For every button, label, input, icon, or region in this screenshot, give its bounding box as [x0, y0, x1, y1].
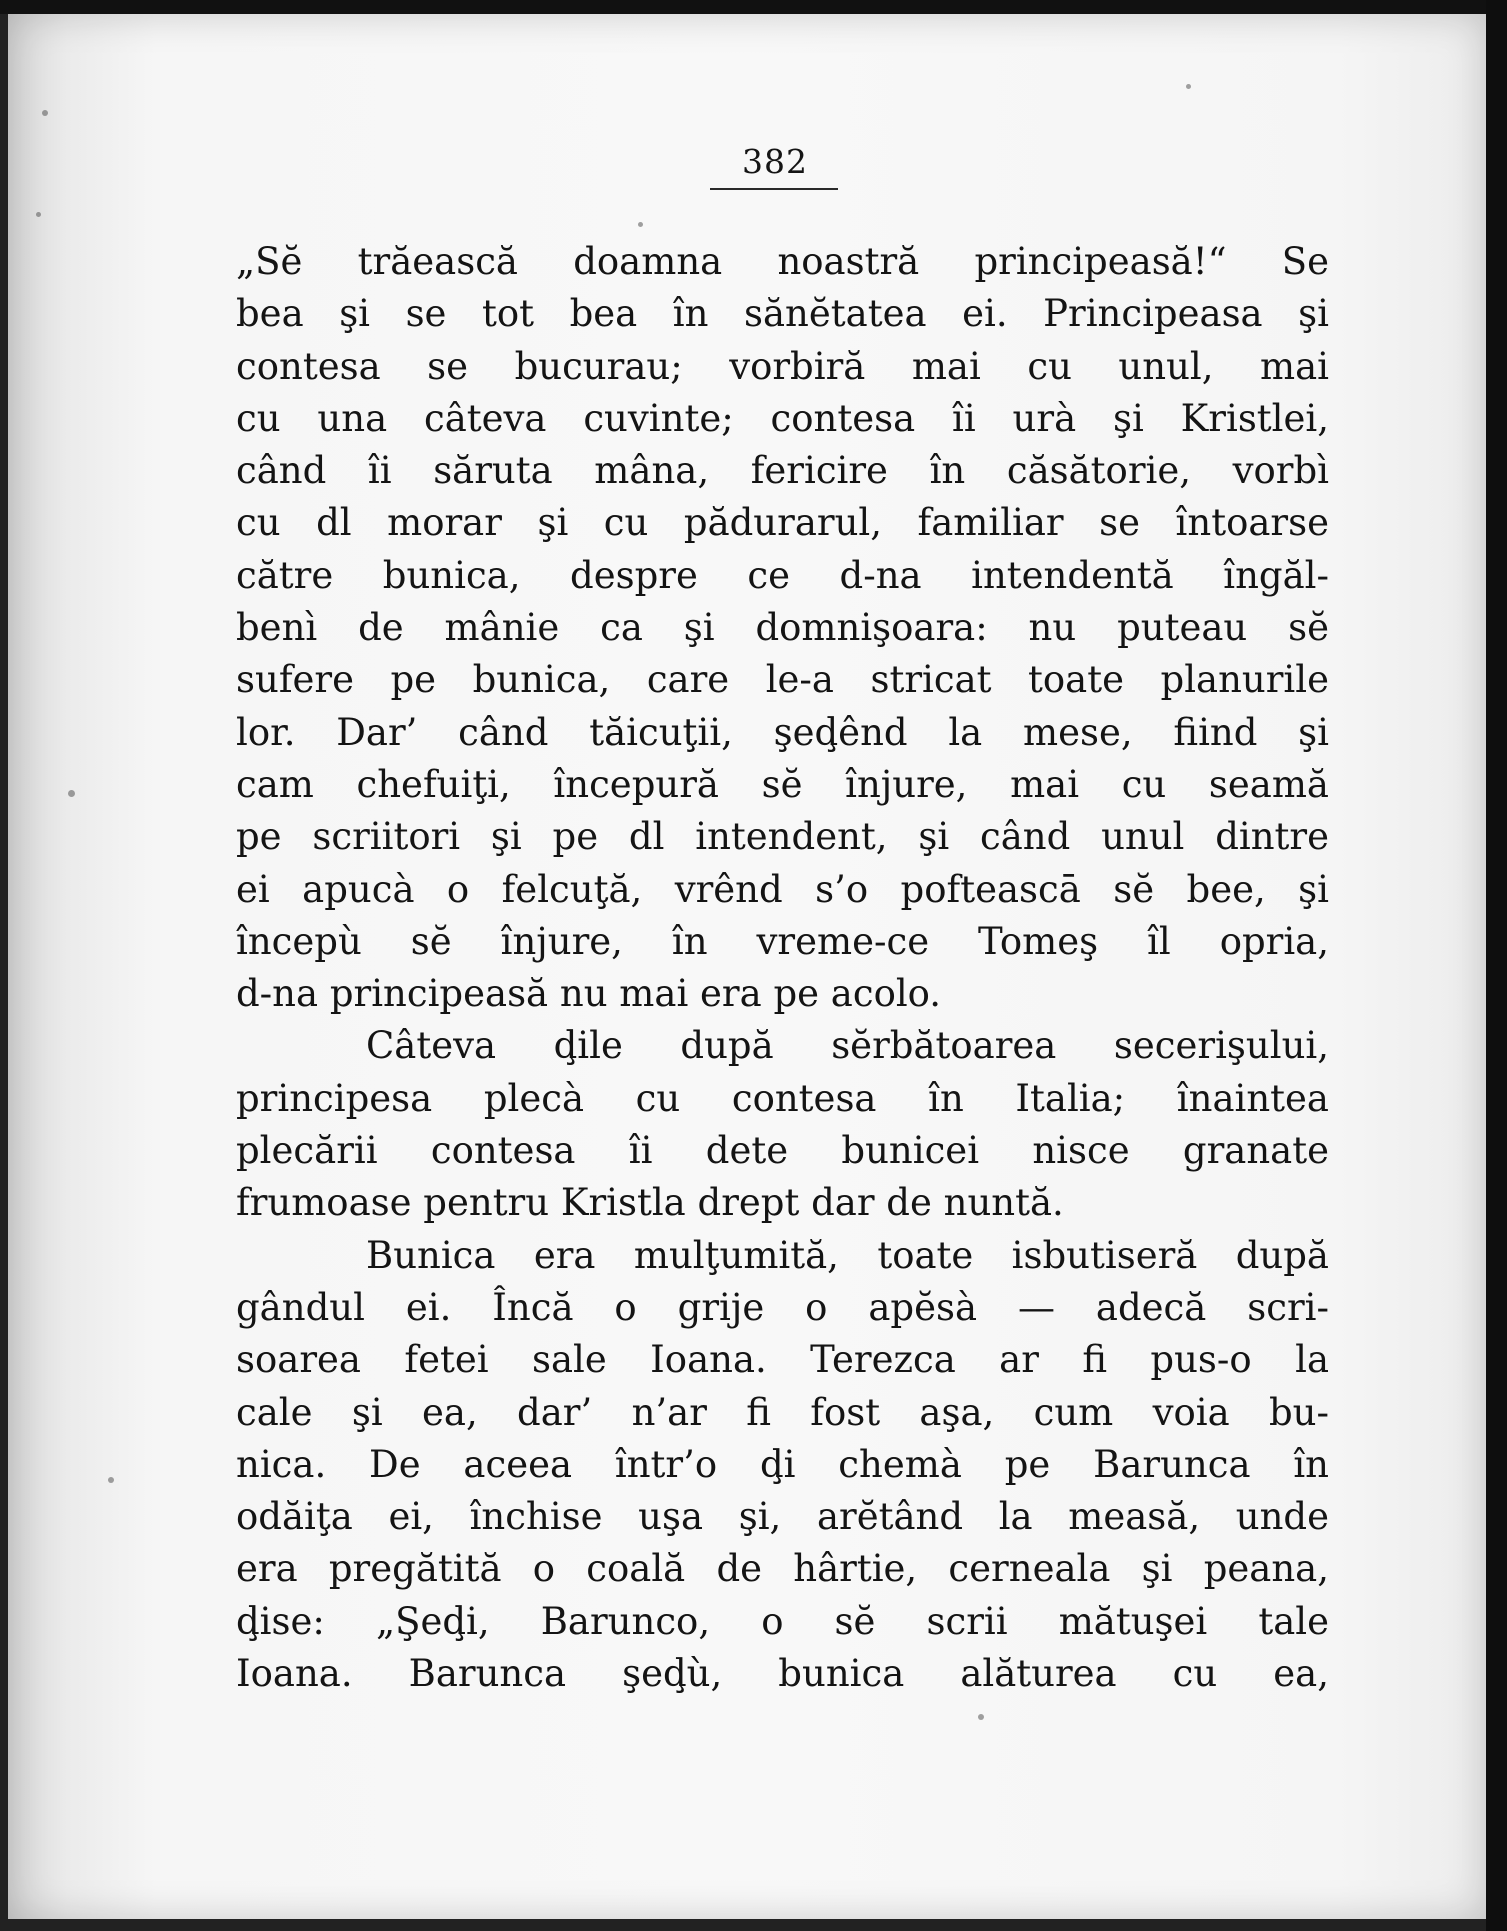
text-line: gândul ei. Încă o grije o apĕsà — adecă scri- — [236, 1285, 1329, 1329]
text-line: plecării contesa îi dete bunicei nisce granate — [236, 1129, 1329, 1173]
text-line: „Sĕ trăească doamna noastră principeasă!“ Se — [236, 240, 1329, 283]
text-line: d-na principeasă nu mai era pe acolo. — [236, 972, 942, 1016]
text-line: începù sĕ înjure, în vreme-ce Tomeş îl opria, — [236, 919, 1329, 963]
paper-speck — [1186, 84, 1191, 89]
paragraph — [236, 236, 1329, 1020]
text-line: nica. De aceea într’o ḑi chemà pe Barunca în — [236, 1442, 1329, 1486]
text-line: contesa se bucurau; vorbiră mai cu unul, mai — [236, 344, 1329, 388]
text-line: când îi săruta mâna, fericire în căsătorie, vorbì — [236, 449, 1329, 493]
paper-speck — [68, 790, 75, 797]
paragraph — [236, 1020, 1329, 1229]
text-line: soarea fetei sale Ioana. Terezca ar fi pus-o la — [236, 1338, 1329, 1382]
paper-speck — [36, 212, 41, 217]
text-line: cale şi ea, dar’ n’ar fi fost aşa, cum voia bu- — [236, 1390, 1329, 1434]
text-line: ei apucà o felcuţă, vrênd s’o pofteascā sĕ bee, şi — [236, 867, 1329, 911]
text-line: frumoase pentru Kristla drept dar de nuntă. — [236, 1181, 1064, 1225]
text-line: benì de mânie ca şi domnişoara: nu puteau sĕ — [236, 606, 1329, 650]
text-line: Ioana. Barunca şeḑù, bunica alăturea cu ea, — [236, 1652, 1329, 1696]
page-number-rule — [710, 188, 838, 190]
text-line: către bunica, despre ce d-na intendentă îngăl- — [236, 553, 1329, 597]
text-line: lor. Dar’ când tăicuţii, şeḑênd la mese, fiind şi — [236, 710, 1329, 754]
text-line: odăiţa ei, închise uşa şi, arĕtând la measă, unde — [236, 1495, 1329, 1539]
paper-speck — [978, 1714, 984, 1720]
text-line: era pregătită o coală de hârtie, cerneala şi peana, — [236, 1547, 1329, 1591]
text-line: cam chefuiţi, începură sĕ înjure, mai cu seamă — [236, 762, 1329, 806]
paper-speck — [42, 110, 48, 116]
text-line: principesa plecà cu contesa în Italia; înaintea — [236, 1076, 1329, 1120]
page-number: 382 — [742, 142, 808, 181]
text-line: Bunica era mulţumită, toate isbutiseră după — [366, 1233, 1329, 1277]
scan-right-edge — [1486, 0, 1507, 1931]
paper-speck — [638, 222, 643, 227]
text-line: ḑise: „Şeḑi, Barunco, o sĕ scrii mătuşei tale — [236, 1599, 1329, 1643]
text-line: cu una câteva cuvinte; contesa îi urà şi Kristlei, — [236, 396, 1329, 440]
text-line: pe scriitori şi pe dl intendent, şi când unul dintre — [236, 815, 1329, 859]
scan-top-edge — [0, 0, 1507, 14]
text-line: sufere pe bunica, care le-a stricat toate planurile — [236, 658, 1329, 702]
body-text — [236, 236, 1329, 1700]
text-line: cu dl morar şi cu pădurarul, familiar se întoarse — [236, 501, 1329, 545]
text-line: Câteva ḑile după sĕrbătoarea secerişului, — [366, 1024, 1329, 1068]
text-line: bea şi se tot bea în sănĕtatea ei. Principeasa şi — [236, 292, 1329, 336]
paragraph — [236, 1230, 1329, 1701]
paper-speck — [108, 1477, 114, 1483]
